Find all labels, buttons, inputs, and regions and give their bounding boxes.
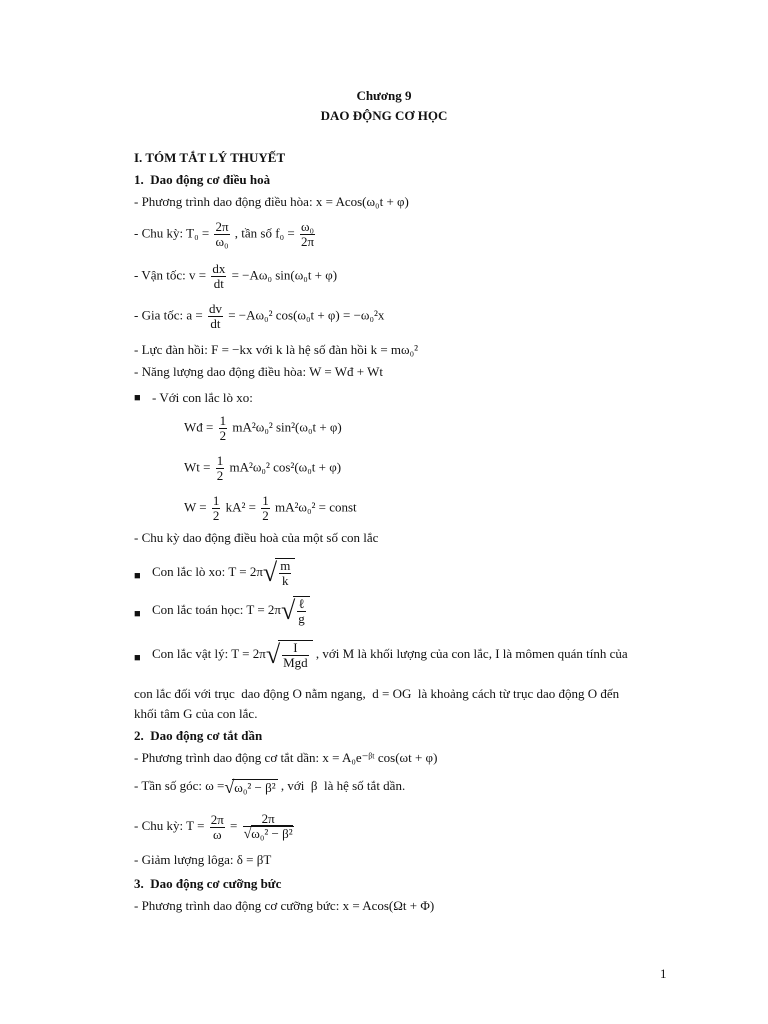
square-bullet-icon: ■ xyxy=(134,570,141,582)
harmonic-equation-line xyxy=(134,194,409,210)
potential-energy-eq: Wt = $\frac{1}{2}$ mA²ω₀² cos²(ω₀t + φ) xyxy=(184,453,342,483)
square-bullet-icon: ■ xyxy=(134,652,141,664)
log-decrement-eq: δ = βT xyxy=(236,852,272,867)
period-line xyxy=(134,220,317,249)
velocity-line: - Vận tốc: v = $\frac{dx}{dt}$ = −Aω₀ sin(ω₀t + φ) xyxy=(134,261,338,291)
subsection-heading-3: 3. Dao động cơ cưỡng bức xyxy=(134,876,282,891)
damped-period-line: - Chu kỳ: T = $\frac{2\pi}{\omega}$ = $\frac{2\pi}{\text{√ω₀² − β²}}$ xyxy=(134,811,293,842)
velocity-label: - Vận tốc: xyxy=(134,267,186,283)
damped-eq: x = A₀e⁻ᵝᵗ cos(ωt + φ) xyxy=(322,750,438,765)
freq-fraction: $\frac{\text{ω₀}}{2\pi}$ xyxy=(300,219,315,249)
sqrt-i-over-mgd: √ I Mgd xyxy=(266,640,313,670)
sqrt-omega-beta: √ω₀² − β² xyxy=(224,777,276,798)
section-heading: I. TÓM TẮT LÝ THUYẾT xyxy=(134,150,286,165)
log-decrement-line: - Giảm lượng lôga: δ = βT xyxy=(134,852,272,867)
square-bullet-icon: ■ xyxy=(134,392,141,404)
period-fraction: $\frac{2\pi}{\text{ω₀}}$ xyxy=(215,219,229,249)
spring-pendulum-line: ■ - Với con lắc lò xo: xyxy=(134,390,253,405)
forced-eq: x = Acos(Ωt + Φ) xyxy=(342,898,435,913)
spring-constant-eq: k = mω₀² xyxy=(370,342,419,357)
harmonic-eq: x = Acos(ω₀t + φ) xyxy=(315,194,409,209)
periods-heading: - Chu kỳ dao động điều hoà của một số con lắc xyxy=(134,530,379,545)
freq-label: , tần số xyxy=(234,225,272,241)
page-number: 1 xyxy=(660,966,667,981)
subsection-heading-1: 1. Dao động cơ điều hoà xyxy=(134,172,271,187)
freq-eq-left: f₀ = xyxy=(275,225,295,241)
acceleration-label: - Gia tốc: xyxy=(134,307,184,323)
physical-pendulum-line-3: khối tâm G của con lắc. xyxy=(134,706,258,721)
sqrt-m-over-k: √ $\frac{m}{k}$ xyxy=(263,558,295,588)
math-pendulum-line: ■ Con lắc toán học: T = 2π√ ℓ g xyxy=(134,596,310,626)
velocity-eq: = −Aω₀ sin(ω₀t + φ) xyxy=(231,267,338,283)
square-bullet-icon: ■ xyxy=(134,608,141,620)
velocity-fraction: $\frac{dx}{dt}$ xyxy=(212,261,226,291)
period-label: - Chu kỳ: xyxy=(134,225,184,241)
chapter-label: Chương 9 xyxy=(356,88,412,103)
subsection-heading-2: 2. Dao động cơ tắt dần xyxy=(134,728,263,743)
physical-pendulum-line: ■ Con lắc vật lý: T = 2π√ I Mgd , với M là khối lượng của con lắc, I là mômen quán tính của xyxy=(134,640,628,670)
kinetic-energy-eq: Wđ = $\frac{1}{2}$ mA²ω₀² sin²(ω₀t + φ) xyxy=(184,413,342,443)
damped-equation-line: - Phương trình dao động cơ tắt dần: x = A₀e⁻ᵝᵗ cos(ωt + φ) xyxy=(134,750,438,765)
force-eq: F = −kx xyxy=(211,342,253,357)
period-eq-left: T₀ = xyxy=(186,225,210,241)
forced-equation-line: - Phương trình dao động cơ cưỡng bức: x = Acos(Ωt + Φ) xyxy=(134,898,435,913)
elastic-force-line: - Lực đàn hồi: F = −kx với k là hệ số đàn hồi k = mω₀² xyxy=(134,342,419,357)
chapter-title: DAO ĐỘNG CƠ HỌC xyxy=(320,108,448,123)
spring-period-line: ■ Con lắc lò xo: T = 2π√ $\frac{m}{k}$ xyxy=(134,558,295,588)
sqrt-l-over-g: √ ℓ g xyxy=(281,596,310,626)
harmonic-eq-label: - Phương trình dao động điều hòa: xyxy=(134,194,313,209)
energy-eq: W = Wđ + Wt xyxy=(309,364,383,379)
acceleration-eq: = −Aω₀² cos(ω₀t + φ) = −ω₀²x xyxy=(228,307,385,323)
energy-line: - Năng lượng dao động điều hòa: W = Wđ + Wt xyxy=(134,364,383,379)
acceleration-fraction: $\frac{dv}{dt}$ xyxy=(208,301,222,331)
physical-pendulum-line-2: con lắc đối với trục dao động O nằm ngang, d = OG là khoảng cách từ trục dao động O đến xyxy=(134,686,620,701)
acceleration-line: - Gia tốc: a = $\frac{dv}{dt}$ = −Aω₀² cos(ω₀t + φ) = −ω₀²x xyxy=(134,301,385,331)
total-energy-eq: W = $\frac{1}{2}$ kA² = $\frac{1}{2}$ mA²ω₀² = const xyxy=(184,493,357,523)
angular-frequency-line: - Tần số góc: ω =√ω₀² − β² , với β là hệ số tắt dần. xyxy=(134,777,406,798)
